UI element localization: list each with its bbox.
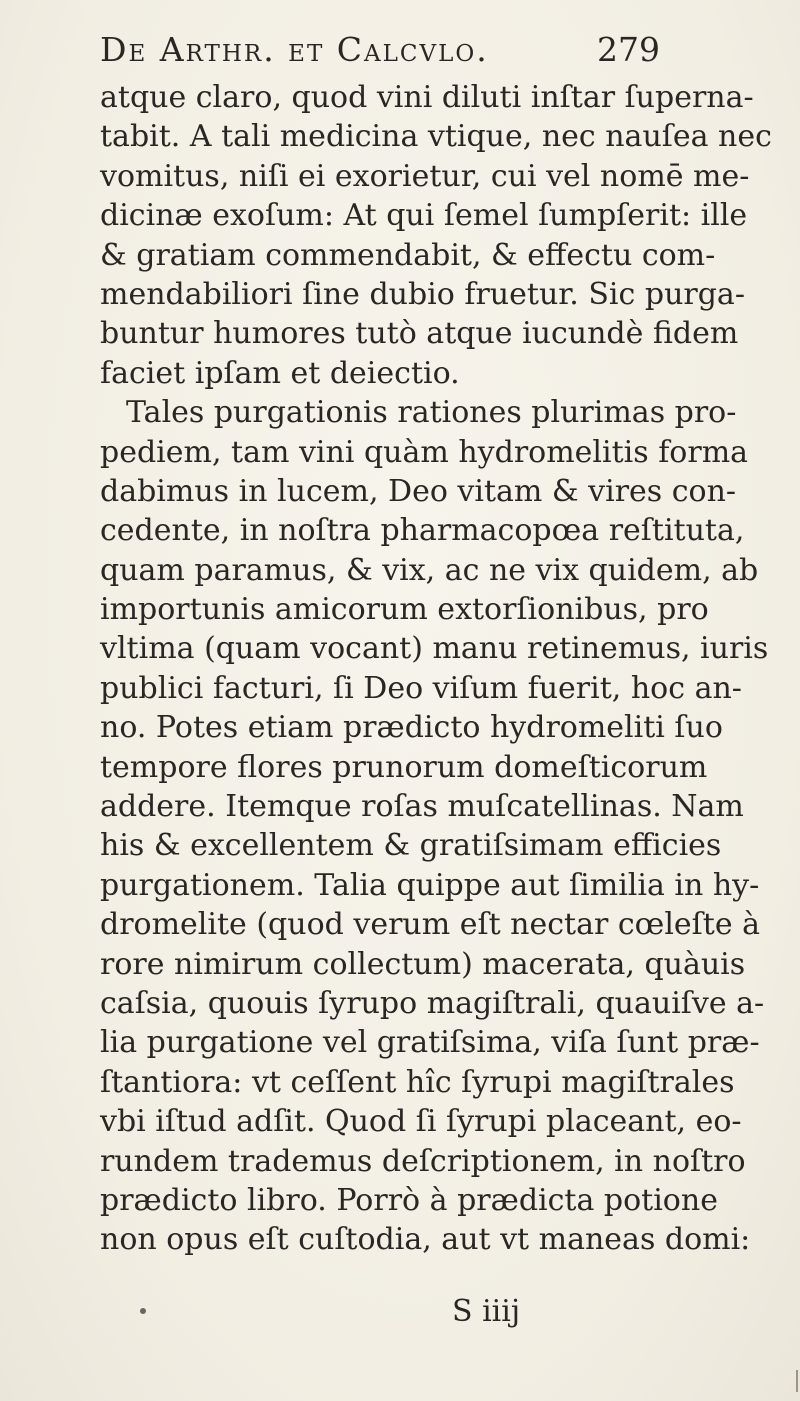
text-line: rore nimirum collectum) macerata, quàuis (100, 946, 746, 982)
text-line: vbi iſtud adſit. Quod ſi ſyrupi placeant, eo- (100, 1104, 742, 1140)
text-line: no. Potes etiam prædicto hydromeliti ſuo (100, 710, 723, 746)
text-line: atque claro, quod vini diluti inſtar ſuperna- (100, 80, 754, 115)
signature-mark: S iiij (452, 1294, 521, 1329)
text-line: ſtantiora: vt ceſſent hîc ſyrupi magiſtrales (100, 1064, 735, 1100)
running-head: De Arthr. et Calcvlo. (100, 30, 489, 69)
text-line: pediem, tam vini quàm hydromelitis forma (100, 434, 749, 470)
text-line: cedente, in noſtra pharmacopœa reſtituta, (100, 513, 745, 549)
text-line: importunis amicorum extorſionibus, pro (100, 592, 709, 628)
text-line: addere. Itemque roſas muſcatellinas. Nam (100, 789, 744, 825)
text-line: his & excellentem & gratiſsimam efficies (100, 828, 722, 864)
text-line: & gratiam commendabit, & effectu com- (100, 237, 716, 273)
text-line: vomitus, niſi ei exorietur, cui vel nomē me- (100, 158, 750, 194)
text-line: lia purgatione vel gratiſsima, viſa ſunt præ- (100, 1025, 760, 1061)
text-line: purgationem. Talia quippe aut ſimilia in hy- (100, 867, 760, 903)
text-line: mendabiliori ſine dubio fruetur. Sic purga- (100, 276, 745, 312)
ink-dot (140, 1308, 146, 1314)
page-edge-mark (796, 1370, 798, 1392)
text-line: tabit. A tali medicina vtique, nec nauſea nec (100, 119, 772, 155)
text-line: dabimus in lucem, Deo vitam & vires con- (100, 473, 737, 509)
text-line: rundem trademus deſcriptionem, in noſtro (100, 1143, 746, 1179)
text-line: prædicto libro. Porrò à prædicta potione (100, 1182, 718, 1218)
page-number: 279 (597, 30, 660, 69)
paragraph-start-line: Tales purgationis rationes plurimas pro- (126, 395, 737, 431)
text-line: publici facturi, ſi Deo viſum fuerit, hoc an- (100, 670, 742, 706)
text-line: dicinæ exoſum: At qui ſemel ſumpſerit: ille (100, 198, 748, 234)
text-line: dromelite (quod verum eſt nectar cœleſte à (100, 907, 761, 943)
text-line: buntur humores tutò atque iucundè fidem (100, 316, 739, 352)
text-line: quam paramus, & vix, ac ne vix quidem, ab (100, 552, 759, 588)
text-line: non opus eſt cuſtodia, aut vt maneas domi: (100, 1222, 751, 1258)
body-text (100, 78, 772, 1260)
text-line: vltima (quam vocant) manu retinemus, iuris (100, 631, 769, 667)
page-header (100, 30, 660, 76)
text-line: faciet ipſam et deiectio. (100, 355, 460, 391)
text-line: caſsia, quouis ſyrupo magiſtrali, quauiſve a- (100, 985, 765, 1021)
text-line: tempore flores prunorum domeſticorum (100, 749, 708, 785)
